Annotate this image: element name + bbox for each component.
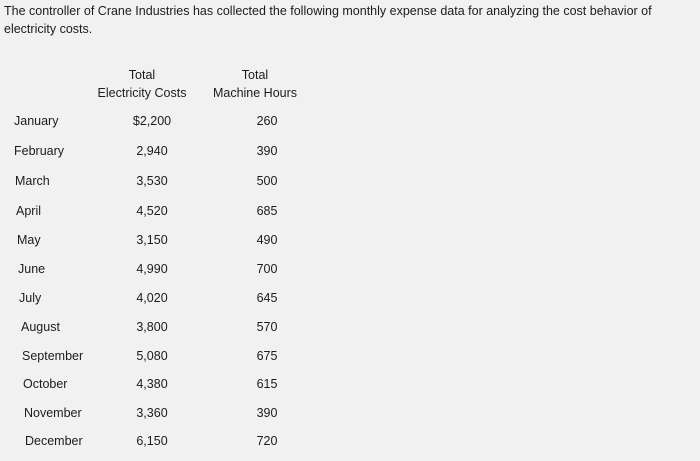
table-row	[0, 288, 320, 308]
month-cell: March	[15, 174, 50, 188]
table-row	[0, 141, 320, 161]
electricity-cost-cell: 4,520	[136, 204, 168, 218]
machine-hours-cell: 700	[256, 262, 278, 276]
electricity-cost-cell: 2,940	[136, 144, 168, 158]
table-row	[0, 259, 320, 279]
electricity-cost-cell: 3,360	[136, 406, 168, 420]
machine-hours-cell: 720	[256, 434, 278, 448]
table-row	[0, 201, 320, 221]
month-cell: November	[24, 406, 82, 420]
electricity-cost-cell: $2,200	[132, 114, 172, 128]
machine-hours-cell: 500	[256, 174, 278, 188]
electricity-cost-cell: 3,150	[136, 233, 168, 247]
table-row	[0, 403, 320, 423]
electricity-cost-cell: 3,530	[136, 174, 168, 188]
month-cell: June	[18, 262, 46, 276]
header-machine-hours-line1: Total	[241, 68, 269, 82]
electricity-cost-cell: 6,150	[136, 434, 168, 448]
month-cell: July	[19, 291, 42, 305]
machine-hours-cell: 675	[256, 349, 278, 363]
electricity-cost-cell: 4,380	[136, 377, 168, 391]
header-machine-hours-line2: Machine Hours	[212, 86, 298, 100]
table-row	[0, 111, 320, 131]
table-row	[0, 374, 320, 394]
month-cell: December	[25, 434, 83, 448]
table-row	[0, 431, 320, 451]
machine-hours-cell: 260	[256, 114, 278, 128]
machine-hours-cell: 615	[256, 377, 278, 391]
electricity-cost-cell: 3,800	[136, 320, 168, 334]
electricity-cost-cell: 4,990	[136, 262, 168, 276]
table-row	[0, 346, 320, 366]
month-cell: February	[14, 144, 65, 158]
month-cell: April	[16, 204, 42, 218]
header-electricity-costs	[92, 66, 192, 102]
machine-hours-cell: 685	[256, 204, 278, 218]
machine-hours-cell: 645	[256, 291, 278, 305]
table-row	[0, 171, 320, 191]
electricity-cost-cell: 4,020	[136, 291, 168, 305]
header-electricity-costs-line1: Total	[128, 68, 156, 82]
electricity-cost-cell: 5,080	[136, 349, 168, 363]
header-machine-hours	[205, 66, 305, 102]
machine-hours-cell: 570	[256, 320, 278, 334]
month-cell: May	[17, 233, 41, 247]
month-cell: August	[21, 320, 60, 334]
header-electricity-costs-line2: Electricity Costs	[97, 86, 187, 100]
expense-data-table	[0, 66, 320, 456]
machine-hours-cell: 490	[256, 233, 278, 247]
table-row	[0, 230, 320, 250]
month-cell: January	[14, 114, 59, 128]
table-row	[0, 317, 320, 337]
machine-hours-cell: 390	[256, 144, 278, 158]
month-cell: October	[23, 377, 68, 391]
month-cell: September	[22, 349, 84, 363]
problem-intro-text: The controller of Crane Industries has collected the following monthly expense data for analyzing the cost behavior of electricity costs.	[4, 4, 652, 36]
machine-hours-cell: 390	[256, 406, 278, 420]
